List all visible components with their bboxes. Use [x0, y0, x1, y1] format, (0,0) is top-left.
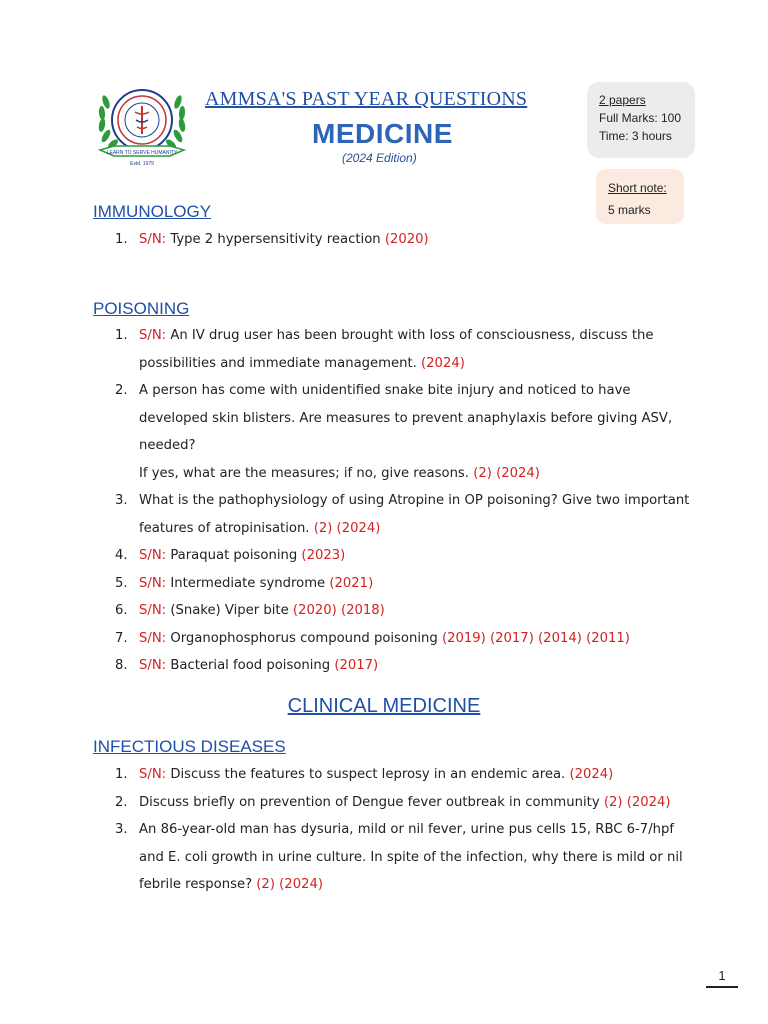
section-title-clinical-medicine: CLINICAL MEDICINE: [287, 695, 481, 717]
page-number: 1: [706, 968, 738, 988]
list-item: [0, 377, 768, 487]
question-years: (2020) (2018): [292, 603, 385, 618]
question-text: Discuss the features to suspect leprosy in an endemic area.: [166, 767, 570, 782]
list-item: [0, 597, 768, 625]
subject-title: MEDICINE: [312, 118, 453, 149]
question-number: 3.: [115, 493, 128, 508]
question-years: (2021): [329, 575, 374, 591]
infectious-question-list: [0, 761, 768, 899]
question-text-continued: If yes, what are the measures; if no, give reasons.: [139, 465, 474, 481]
short-note-box: [596, 169, 684, 224]
short-note-tag: S/N:: [139, 630, 167, 646]
question-text: An IV drug user has been brought with loss of consciousness, discuss the possibilities and immediate management.: [139, 328, 654, 371]
question-text: An 86-year-old man has dysuria, mild or nil fever, urine pus cells 15, RBC 6-7/hpf and E. coli growth in urine culture. In spite of the infection, why there is mild or nil febrile response?: [139, 822, 683, 892]
list-item: [0, 816, 768, 899]
question-text: Paraquat poisoning: [166, 548, 302, 563]
list-item: [0, 570, 768, 598]
question-years: (2) (2024): [256, 877, 324, 892]
question-years: (2) (2024): [313, 520, 381, 536]
question-years: (2) (2024): [603, 794, 671, 810]
question-text: Intermediate syndrome: [166, 575, 330, 591]
exam-time: Time: 3 hours: [599, 129, 672, 143]
question-text: Type 2 hypersensitivity reaction: [166, 232, 385, 247]
question-number: 1.: [115, 328, 128, 343]
question-years: (2023): [301, 548, 346, 563]
short-note-tag: S/N:: [139, 548, 167, 563]
question-text: A person has come with unidentified snake bite injury and noticed to have developed skin blisters. Are measures to prevent anaphylaxis before giving ASV, needed?: [139, 383, 673, 453]
question-years: (2024): [569, 767, 614, 782]
full-marks: Full Marks: 100: [599, 111, 682, 125]
short-note-marks: 5 marks: [608, 203, 651, 217]
list-item: [0, 226, 768, 254]
document-title: AMMSA'S PAST YEAR QUESTIONS: [205, 88, 528, 110]
question-number: 7.: [115, 630, 128, 646]
exam-info-box: [587, 82, 695, 158]
short-note-tag: S/N:: [139, 658, 167, 673]
short-note-tag: S/N:: [139, 767, 167, 782]
immunology-question-list: [0, 226, 768, 254]
list-item: [0, 487, 768, 542]
question-years: (2017): [334, 658, 379, 673]
question-number: 6.: [115, 603, 128, 618]
question-number: 1.: [115, 767, 128, 782]
section-title-immunology: IMMUNOLOGY: [93, 202, 212, 221]
question-years: (2020): [384, 232, 429, 247]
question-text: Organophosphorus compound poisoning: [166, 630, 442, 646]
ammsa-logo: [92, 80, 192, 168]
question-number: 2.: [115, 794, 128, 810]
short-note-tag: S/N:: [139, 603, 167, 618]
question-number: 8.: [115, 658, 128, 673]
question-number: 4.: [115, 548, 128, 563]
short-note-tag: S/N:: [139, 328, 167, 343]
section-title-infectious-diseases: INFECTIOUS DISEASES: [93, 737, 286, 756]
question-text: (Snake) Viper bite: [166, 603, 293, 618]
short-note-tag: S/N:: [139, 232, 167, 247]
question-text: Bacterial food poisoning: [166, 658, 335, 673]
question-number: 1.: [115, 232, 128, 247]
short-note-tag: S/N:: [139, 575, 167, 591]
edition-label: (2024 Edition): [342, 151, 417, 165]
section-title-poisoning: POISONING: [93, 299, 190, 318]
poisoning-question-list: [0, 322, 768, 680]
list-item: [0, 625, 768, 653]
question-text: Discuss briefly on prevention of Dengue fever outbreak in community: [139, 794, 604, 810]
list-item: [0, 761, 768, 789]
question-number: 2.: [115, 383, 128, 398]
short-note-label: Short note:: [608, 181, 667, 195]
logo-motto: LEARN TO SERVE HUMANITY: [106, 150, 178, 156]
question-number: 5.: [115, 575, 128, 591]
list-item: [0, 652, 768, 680]
question-text: What is the pathophysiology of using Atropine in OP poisoning? Give two important features of atropinisation.: [139, 493, 690, 536]
question-years: (2) (2024): [473, 465, 540, 481]
logo-estd: Estd. 1979: [130, 161, 154, 167]
question-years: (2019) (2017) (2014) (2011): [441, 630, 630, 646]
question-years: (2024): [421, 355, 465, 371]
question-number: 3.: [115, 822, 128, 837]
list-item: [0, 789, 768, 817]
papers-count: 2 papers: [599, 93, 646, 107]
list-item: [0, 542, 768, 570]
list-item: [0, 322, 768, 377]
